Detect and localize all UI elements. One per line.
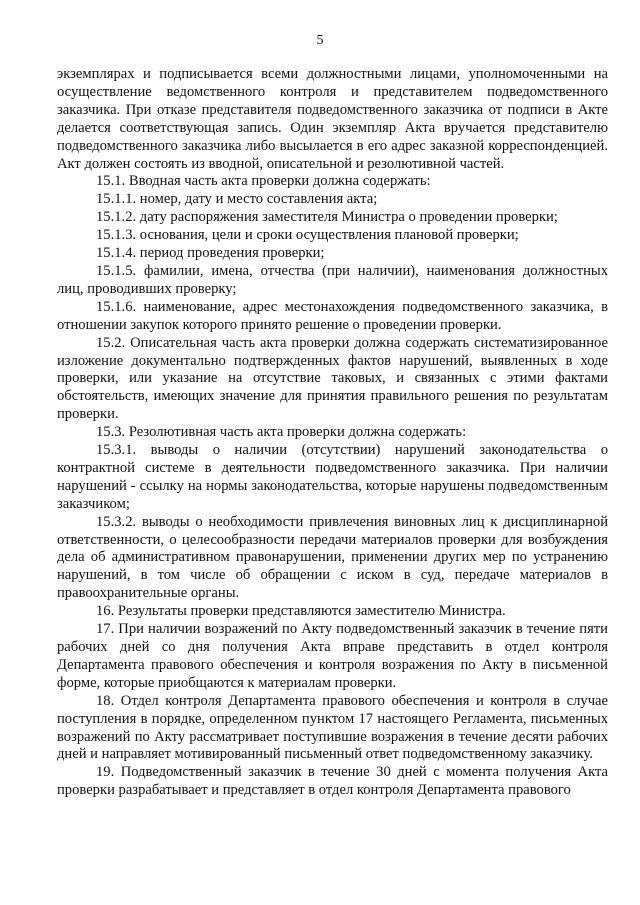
paragraph: экземплярах и подписывается всеми должностными лицами, уполномоченными на осуществление ведомственного контроля и представителем подведомственного заказчика. При отказе представителя подведомственного заказчика от подписи в Акте делается соответствующая запись. Один экземпляр Акта вручается представителю подведомственного заказчика либо высылается в его адрес заказной корреспонденцией. Акт должен состоять из вводной, описательной и резолютивной частей.	[57, 66, 608, 172]
page-number: 5	[316, 33, 324, 48]
paragraph: 15.1.2. дату распоряжения заместителя Министра о проведении проверки;	[96, 209, 558, 226]
paragraph: 15.1.1. номер, дату и место составления акта;	[96, 191, 378, 208]
paragraph: 15.3. Резолютивная часть акта проверки должна содержать:	[96, 424, 467, 441]
paragraph: 18. Отдел контроля Департамента правового обеспечения и контроля в случае поступления в порядке, определенном пунктом 17 настоящего Регламента, письменных возражений по Акту рассматривает поступившие возражения в течение десяти рабочих дней и направляет мотивированный письменный ответ подведомственному заказчику.	[57, 692, 608, 763]
paragraph: 15.1.5. фамилии, имена, отчества (при наличии), наименования должностных лиц, проводивших проверку;	[57, 262, 608, 297]
paragraph: 15.1. Вводная часть акта проверки должна содержать:	[96, 173, 431, 190]
paragraph: 15.1.3. основания, цели и сроки осуществления плановой проверки;	[96, 227, 519, 244]
paragraph: 15.3.1. выводы о наличии (отсутствии) нарушений законодательства о контрактной системе в деятельности подведомственного заказчика. При наличии нарушений - ссылку на нормы законодательства, которые нарушены подведомственным заказчиком;	[57, 442, 608, 512]
document-body	[57, 66, 608, 800]
paragraph: 15.2. Описательная часть акта проверки должна содержать систематизированное изложение документально подтвержденных фактов нарушений, выявленных в ходе проверки, или указание на отсутствие таковых, и связанных с этими фактами обстоятельств, имеющих значение для принятия правильного решения по результатам проверки.	[57, 334, 608, 423]
paragraph: 15.1.4. период проведения проверки;	[96, 245, 325, 262]
paragraph: 17. При наличии возражений по Акту подведомственный заказчик в течение пяти рабочих дней со дня получения Акта вправе представить в отдел контроля Департамента правового обеспечения и контроля возражения по Акту в письменной форме, которые приобщаются к материалам проверки.	[57, 621, 608, 691]
paragraph: 15.1.6. наименование, адрес местонахождения подведомственного заказчика, в отношении закупок которого принято решение о проведении проверки.	[57, 298, 608, 333]
paragraph: 19. Подведомственный заказчик в течение 30 дней с момента получения Акта проверки разрабатывает и представляет в отдел контроля Департамента правового	[57, 764, 608, 799]
paragraph: 16. Результаты проверки представляются заместителю Министра.	[96, 603, 506, 620]
paragraph: 15.3.2. выводы о необходимости привлечения виновных лиц к дисциплинарной ответственности, о целесообразности передачи материалов проверки для возбуждения дела об административном правонарушении, применении других мер по устранению нарушений, в том числе об обращении с иском в суд, передаче материалов в правоохранительные органы.	[57, 513, 608, 602]
